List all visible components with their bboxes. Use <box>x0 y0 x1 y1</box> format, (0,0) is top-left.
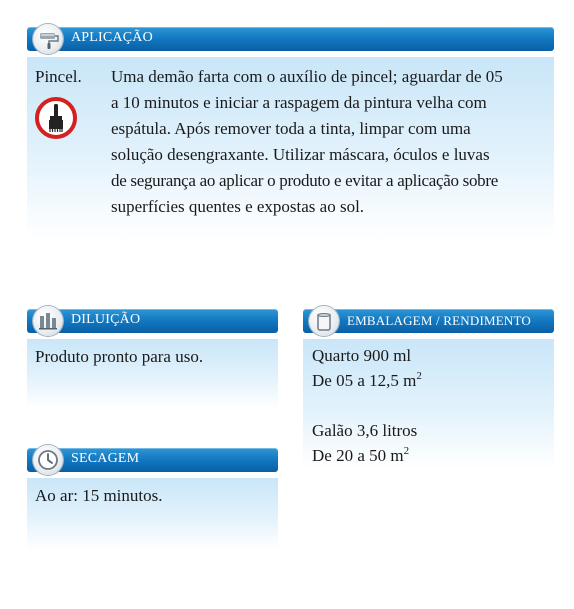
diluicao-text: Produto pronto para uso. <box>35 347 204 366</box>
package-yield <box>312 443 409 469</box>
paint-roller-icon <box>33 24 63 54</box>
package-yield <box>312 368 422 394</box>
aplicacao-line: superfícies quentes e expostas ao sol. <box>111 197 365 216</box>
diluicao-title: DILUIÇÃO <box>71 312 141 327</box>
aplicacao-header <box>27 27 554 51</box>
package-yield-exp: 2 <box>416 370 422 382</box>
aplicacao-line: de segurança ao aplicar o produto e evitar a aplicação sobre <box>111 171 498 190</box>
clock-icon <box>33 445 63 475</box>
aplicacao-title: APLICAÇÃO <box>71 30 153 45</box>
bar-chart-icon <box>33 306 63 336</box>
package-yield-value: De 20 a 50 m <box>312 446 404 465</box>
secagem-header <box>27 448 278 472</box>
secagem-text: Ao ar: 15 minutos. <box>35 486 163 505</box>
package-yield-exp: 2 <box>403 445 410 457</box>
package-name: Quarto 900 ml <box>312 346 412 365</box>
embalagem-header <box>303 309 554 333</box>
aplicacao-line: a 10 minutos e iniciar a raspagem da pintura velha com <box>111 93 487 112</box>
aplicacao-line: Uma demão farta com o auxílio de pincel; aguardar de 05 <box>111 67 503 86</box>
secagem-title: SECAGEM <box>71 451 140 466</box>
package-yield-value: De 05 a 12,5 m <box>312 371 417 390</box>
aplicacao-line: solução desengraxante. Utilizar máscara, óculos e luvas <box>111 145 490 164</box>
aplicacao-line: espátula. Após remover toda a tinta, limpar com uma <box>111 119 471 138</box>
method-label: Pincel. <box>35 67 82 86</box>
paint-can-icon <box>309 306 339 336</box>
package-name: Galão 3,6 litros <box>312 421 418 440</box>
brush-warning-icon <box>34 96 78 140</box>
diluicao-header <box>27 309 278 333</box>
embalagem-title: EMBALAGEM / RENDIMENTO <box>347 313 531 328</box>
